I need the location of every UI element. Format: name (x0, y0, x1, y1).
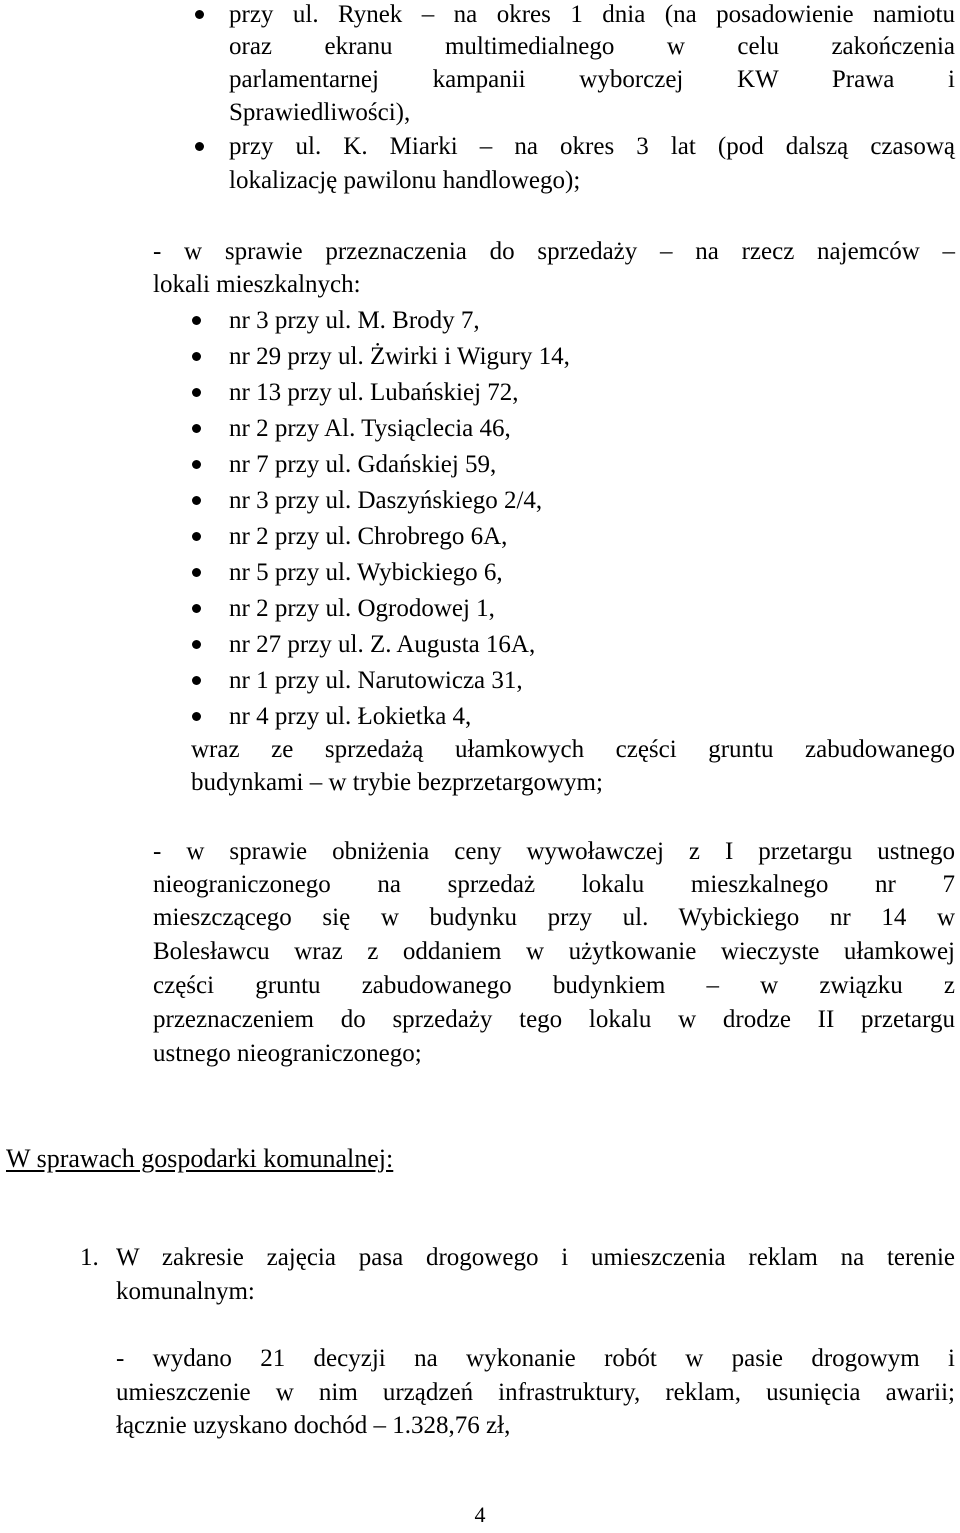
paragraph-line: lokali mieszkalnych: (153, 271, 361, 298)
bullet-icon (195, 142, 204, 151)
bullet-icon (192, 532, 201, 541)
paragraph-line: - w sprawie obniżenia ceny wywoławczej z I przetargu ustnego (153, 838, 955, 865)
list-item-line: parlamentarnej kampanii wyborczej KW Prawa i (229, 66, 955, 93)
paragraph-line: nieograniczonego na sprzedaż lokalu mieszkalnego nr 7 (153, 871, 955, 898)
bullet-icon (192, 424, 201, 433)
bullet-icon (192, 352, 201, 361)
paragraph-line: łącznie uzyskano dochód – 1.328,76 zł, (116, 1412, 511, 1439)
list-item: nr 29 przy ul. Żwirki i Wigury 14, (229, 343, 570, 370)
paragraph-line: ustnego nieograniczonego; (153, 1040, 422, 1067)
bullet-icon (195, 10, 204, 19)
list-item-line: przy ul. K. Miarki – na okres 3 lat (pod dalszą czasową (229, 133, 955, 160)
page-number: 4 (474, 1502, 486, 1527)
list-item: nr 3 przy ul. M. Brody 7, (229, 307, 480, 334)
list-item: nr 4 przy ul. Łokietka 4, (229, 703, 472, 730)
list-item-line: lokalizację pawilonu handlowego); (229, 167, 581, 194)
paragraph-line: umieszczenie w nim urządzeń infrastruktury, reklam, usunięcia awarii; (116, 1379, 955, 1406)
list-item: nr 7 przy ul. Gdańskiej 59, (229, 451, 497, 478)
bullet-icon (192, 496, 201, 505)
bullet-icon (192, 640, 201, 649)
bullet-icon (192, 604, 201, 613)
paragraph-line: przeznaczeniem do sprzedaży tego lokalu w drodze II przetargu (153, 1006, 955, 1033)
paragraph-line: Bolesławcu wraz z oddaniem w użytkowanie wieczyste ułamkowej (153, 938, 955, 965)
paragraph-line: wraz ze sprzedażą ułamkowych części gruntu zabudowanego (191, 736, 955, 763)
paragraph-line: - wydano 21 decyzji na wykonanie robót w pasie drogowym i (116, 1345, 955, 1372)
paragraph-line: - w sprawie przeznaczenia do sprzedaży – na rzecz najemców – (153, 238, 955, 265)
bullet-icon (192, 388, 201, 397)
paragraph-line: części gruntu zabudowanego budynkiem – w związku z (153, 972, 955, 999)
bullet-icon (192, 712, 201, 721)
paragraph-line: komunalnym: (116, 1278, 255, 1305)
list-item: nr 2 przy Al. Tysiąclecia 46, (229, 415, 511, 442)
bullet-icon (192, 316, 201, 325)
paragraph-line: W zakresie zajęcia pasa drogowego i umieszczenia reklam na terenie (116, 1244, 955, 1271)
list-item-line: oraz ekranu multimedialnego w celu zakończenia (229, 33, 955, 60)
list-item-line: Sprawiedliwości), (229, 99, 411, 126)
list-item: nr 1 przy ul. Narutowicza 31, (229, 667, 523, 694)
list-item: nr 13 przy ul. Lubańskiej 72, (229, 379, 519, 406)
section-heading: W sprawach gospodarki komunalnej: (6, 1144, 394, 1173)
list-item: nr 2 przy ul. Chrobrego 6A, (229, 523, 508, 550)
list-item: nr 3 przy ul. Daszyńskiego 2/4, (229, 487, 543, 514)
paragraph-line: budynkami – w trybie bezprzetargowym; (191, 769, 603, 796)
list-item: nr 5 przy ul. Wybickiego 6, (229, 559, 503, 586)
list-item-line: przy ul. Rynek – na okres 1 dnia (na posadowienie namiotu (229, 1, 955, 28)
bullet-icon (192, 460, 201, 469)
bullet-icon (192, 676, 201, 685)
list-item: nr 2 przy ul. Ogrodowej 1, (229, 595, 495, 622)
bullet-icon (192, 568, 201, 577)
paragraph-line: mieszczącego się w budynku przy ul. Wybickiego nr 14 w (153, 904, 955, 931)
list-item: nr 27 przy ul. Z. Augusta 16A, (229, 631, 536, 658)
item-number: 1. (80, 1244, 99, 1271)
